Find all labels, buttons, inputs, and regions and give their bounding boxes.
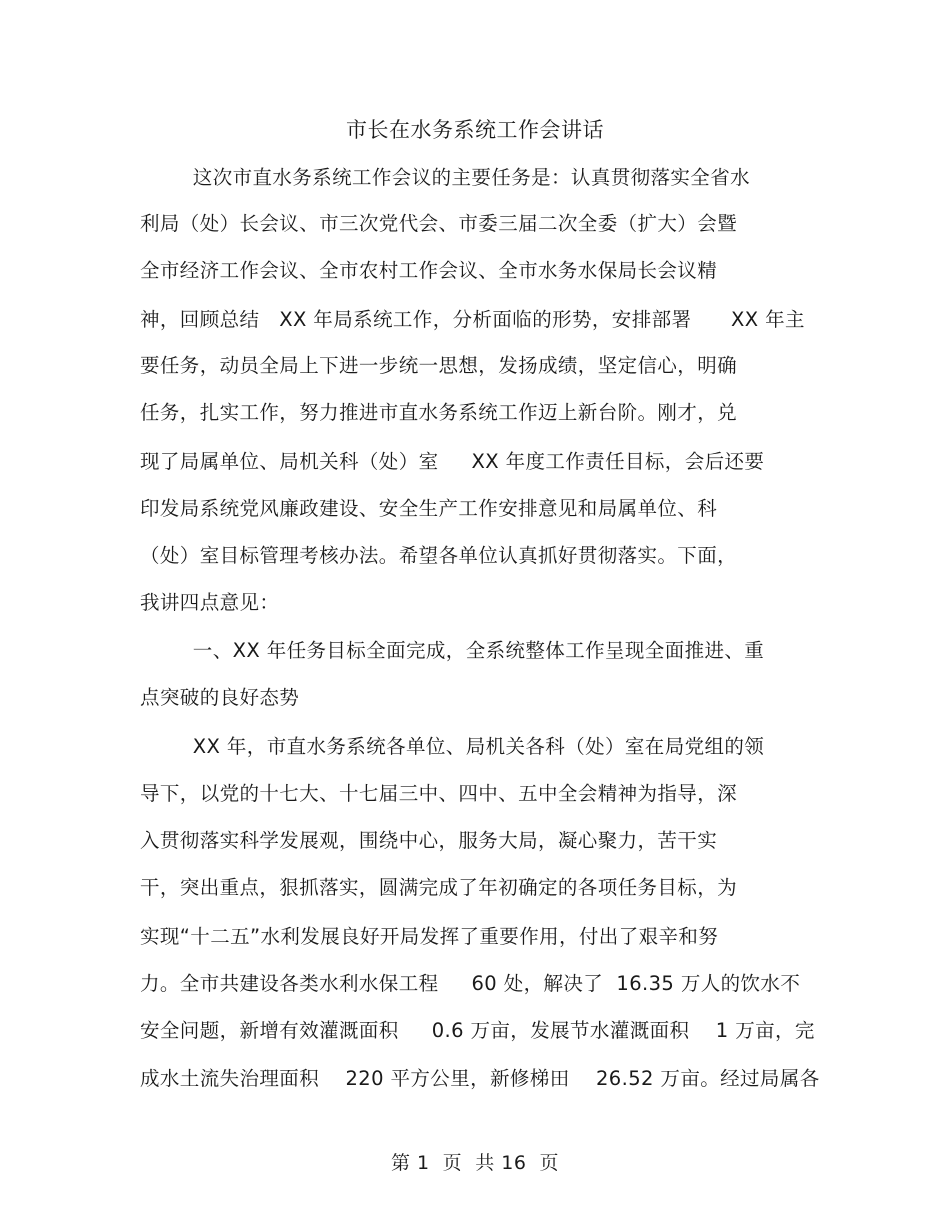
body-line: 神，回顾总结 XX 年局系统工作，分析面临的形势，安排部署 XX 年主 [140, 308, 805, 331]
body-line: 印发局系统党风廉政建设、安全生产工作安排意见和局属单位、科 [140, 497, 718, 520]
body-line: 现了局属单位、局机关科（处）室 XX 年度工作责任目标，会后还要 [140, 450, 765, 473]
body-line: 实现“十二五”水利发展良好开局发挥了重要作用，付出了艰辛和努 [140, 925, 719, 948]
body-line: 全市经济工作会议、全市农村工作会议、全市水务水保局长会议精 [140, 259, 718, 282]
page-number-footer: 第 1 页 共 16 页 [390, 1152, 560, 1174]
body-line: 入贯彻落实科学发展观，围绕中心，服务大局，凝心聚力，苦干实 [140, 829, 718, 852]
body-line: 力。全市共建设各类水利水保工程 60 处，解决了 16.35 万人的饮水不 [140, 972, 801, 995]
body-line: 干，突出重点，狠抓落实，圆满完成了年初确定的各项任务目标，为 [140, 876, 738, 899]
document-title: 市长在水务系统工作会讲话 [346, 118, 604, 142]
body-line: 导下，以党的十七大、十七届三中、四中、五中全会精神为指导，深 [140, 782, 738, 805]
body-line: 我讲四点意见： [140, 591, 280, 614]
body-line: 这次市直水务系统工作会议的主要任务是：认真贯彻落实全省水 [140, 166, 750, 189]
body-line: 利局（处）长会议、市三次党代会、市委三届二次全委（扩大）会暨 [140, 212, 738, 235]
body-line: 任务，扎实工作，努力推进市直水务系统工作迈上新台阶。刚才，兑 [140, 401, 738, 424]
section-heading-line: 点突破的良好态势 [140, 686, 300, 709]
body-line: 安全问题，新增有效灌溉面积 0.6 万亩，发展节水灌溉面积 1 万亩，完 [140, 1019, 815, 1042]
body-line: 成水土流失治理面积 220 平方公里，新修梯田 26.52 万亩。经过局属各 [140, 1067, 820, 1090]
body-line: （处）室目标管理考核办法。希望各单位认真抓好贯彻落实。下面， [140, 544, 738, 567]
section-heading-line: 一、XX 年任务目标全面完成，全系统整体工作呈现全面推进、重 [140, 639, 765, 662]
body-line: XX 年，市直水务系统各单位、局机关各科（处）室在局党组的领 [140, 735, 765, 758]
body-line: 要任务，动员全局上下进一步统一思想，发扬成绩，坚定信心，明确 [140, 354, 738, 377]
